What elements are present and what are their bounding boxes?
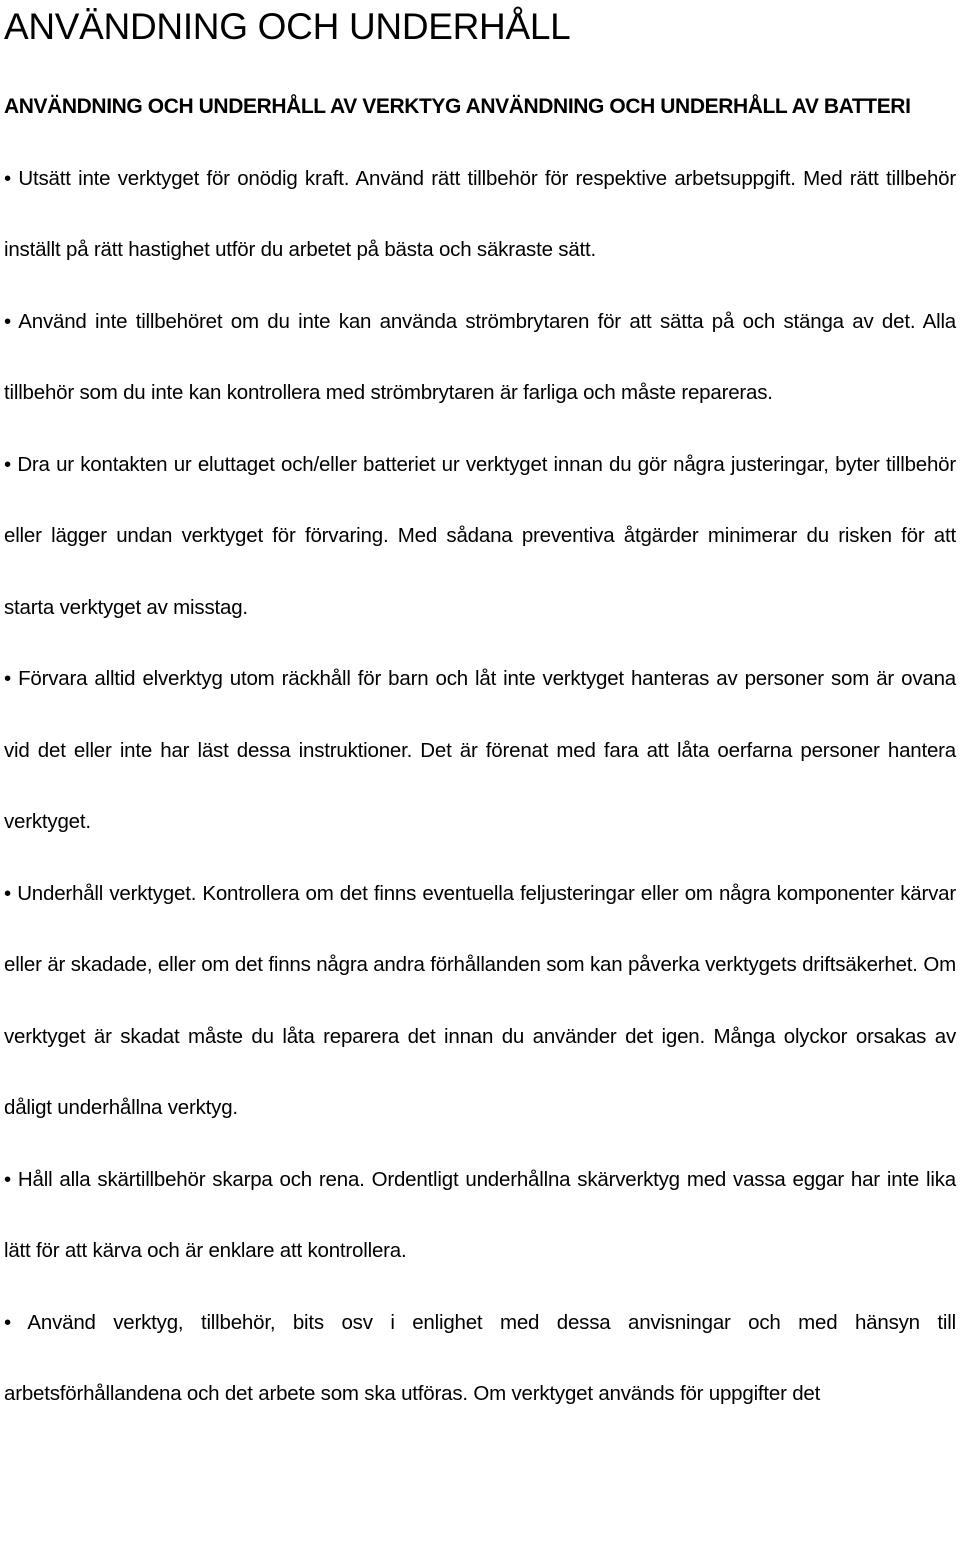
list-item-text: Underhåll verktyget. Kontrollera om det finns eventuella feljusteringar eller om några komponenter kärvar eller är skadade, eller om det finns några andra förhållanden som kan påverka verktygets driftsäkerhet. Om verktyget är skadat måste du låta reparera det innan du använder det igen. Många olyckor orsakas av dåligt underhållna verktyg. [4,881,956,1119]
list-item-text: Dra ur kontakten ur eluttaget och/eller batteriet ur verktyget innan du gör några justeringar, byter tillbehör eller lägger undan verktyget för förvaring. Med sådana preventiva åtgärder minimerar du risken för att starta verktyget av misstag. [4,452,956,619]
document-page [4,0,956,1430]
bullet-marker: • [4,309,11,333]
list-item [4,286,956,429]
list-item [4,1144,956,1287]
list-item [4,1287,956,1430]
list-item [4,429,956,644]
list-item-text: Utsätt inte verktyget för onödig kraft. Använd rätt tillbehör för respektive arbetsuppgift. Med rätt tillbehör inställt på rätt hastighet utför du arbetet på bästa och säkraste sätt. [4,166,956,261]
list-item-text: Använd verktyg, tillbehör, bits osv i enlighet med dessa anvisningar och med hänsyn till arbetsförhållandena och det arbete som ska utföras. Om verktyget används för uppgifter det [4,1310,956,1405]
list-item-text: Håll alla skärtillbehör skarpa och rena. Ordentligt underhållna skärverktyg med vassa eggar har inte lika lätt för att kärva och är enklare att kontrollera. [4,1167,956,1262]
list-item [4,143,956,286]
list-item [4,858,956,1144]
bullet-marker: • [4,166,11,190]
bullet-marker: • [4,1167,11,1191]
list-item-text: Använd inte tillbehöret om du inte kan använda strömbrytaren för att sätta på och stänga av det. Alla tillbehör som du inte kan kontrollera med strömbrytaren är farliga och måste repareras. [4,309,956,404]
list-item [4,643,956,858]
instruction-list [4,143,956,1430]
bullet-marker: • [4,667,11,690]
bullet-marker: • [4,881,11,905]
list-item-text: Förvara alltid elverktyg utom räckhåll för barn och låt inte verktyget hanteras av personer som är ovana vid det eller inte har läst dessa instruktioner. Det är förenat med fara att låta oerfarna personer hantera verktyget. [4,667,956,833]
section-heading: ANVÄNDNING OCH UNDERHÅLL AV VERKTYG ANVÄNDNING OCH UNDERHÅLL AV BATTERI [4,95,911,118]
page-title: ANVÄNDNING OCH UNDERHÅLL [4,6,571,47]
bullet-marker: • [4,452,11,476]
bullet-marker: • [4,1310,11,1334]
